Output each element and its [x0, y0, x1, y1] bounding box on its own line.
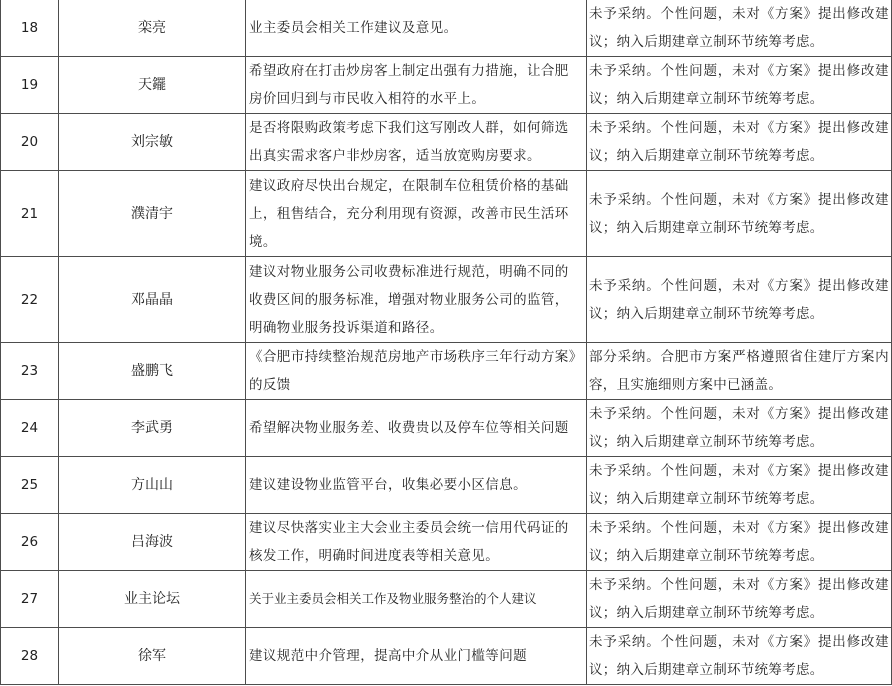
- submitter-name: 徐军: [59, 628, 246, 685]
- reply-cell: 未予采纳。个性问题，未对《方案》提出修改建议；纳入后期建章立制环节统筹考虑。: [587, 171, 892, 257]
- table-row: [1, 171, 892, 257]
- row-number: 21: [1, 171, 59, 257]
- row-number: 28: [1, 628, 59, 685]
- table-row: [1, 0, 892, 57]
- reply-cell: 未予采纳。个性问题，未对《方案》提出修改建议；纳入后期建章立制环节统筹考虑。: [587, 400, 892, 457]
- table-row: [1, 628, 892, 685]
- suggestion-cell: 《合肥市持续整治规范房地产市场秩序三年行动方案》的反馈: [246, 343, 587, 400]
- reply-cell: 未予采纳。个性问题，未对《方案》提出修改建议；纳入后期建章立制环节统筹考虑。: [587, 57, 892, 114]
- suggestion-cell: 关于业主委员会相关工作及物业服务整治的个人建议: [246, 571, 587, 628]
- reply-cell: 未予采纳。个性问题，未对《方案》提出修改建议；纳入后期建章立制环节统筹考虑。: [587, 628, 892, 685]
- reply-cell: 未予采纳。个性问题，未对《方案》提出修改建议；纳入后期建章立制环节统筹考虑。: [587, 114, 892, 171]
- suggestion-cell: 建议建设物业监管平台，收集必要小区信息。: [246, 457, 587, 514]
- row-number: 20: [1, 114, 59, 171]
- suggestion-cell: 希望解决物业服务差、收费贵以及停车位等相关问题: [246, 400, 587, 457]
- row-number: 27: [1, 571, 59, 628]
- submitter-name: 邓晶晶: [59, 257, 246, 343]
- reply-cell: 未予采纳。个性问题，未对《方案》提出修改建议；纳入后期建章立制环节统筹考虑。: [587, 0, 892, 57]
- reply-cell: 未予采纳。个性问题，未对《方案》提出修改建议；纳入后期建章立制环节统筹考虑。: [587, 457, 892, 514]
- row-number: 22: [1, 257, 59, 343]
- reply-cell: 未予采纳。个性问题，未对《方案》提出修改建议；纳入后期建章立制环节统筹考虑。: [587, 514, 892, 571]
- table-row: [1, 571, 892, 628]
- reply-cell: 未予采纳。个性问题，未对《方案》提出修改建议；纳入后期建章立制环节统筹考虑。: [587, 257, 892, 343]
- row-number: 18: [1, 0, 59, 57]
- submitter-name: 吕海波: [59, 514, 246, 571]
- submitter-name: 天䥯: [59, 57, 246, 114]
- table-row: [1, 257, 892, 343]
- table-row: [1, 343, 892, 400]
- submitter-name: 盛鹏飞: [59, 343, 246, 400]
- table-row: [1, 514, 892, 571]
- row-number: 26: [1, 514, 59, 571]
- submitter-name: 栾亮: [59, 0, 246, 57]
- row-number: 23: [1, 343, 59, 400]
- submitter-name: 刘宗敏: [59, 114, 246, 171]
- suggestion-cell: 建议政府尽快出台规定，在限制车位租赁价格的基础上，租售结合，充分利用现有资源，改善市民生活环境。: [246, 171, 587, 257]
- suggestion-cell: 建议规范中介管理，提高中介从业门槛等问题: [246, 628, 587, 685]
- suggestion-cell: 希望政府在打击炒房客上制定出强有力措施，让合肥房价回归到与市民收入相符的水平上。: [246, 57, 587, 114]
- table-row: [1, 114, 892, 171]
- suggestion-cell: 业主委员会相关工作建议及意见。: [246, 0, 587, 57]
- table-row: [1, 57, 892, 114]
- reply-cell: 未予采纳。个性问题，未对《方案》提出修改建议；纳入后期建章立制环节统筹考虑。: [587, 571, 892, 628]
- submitter-name: 方山山: [59, 457, 246, 514]
- submitter-name: 业主论坛: [59, 571, 246, 628]
- submitter-name: 濮清宇: [59, 171, 246, 257]
- table-row: [1, 457, 892, 514]
- suggestion-cell: 是否将限购政策考虑下我们这写刚改人群，如何筛选出真实需求客户非炒房客，适当放宽购房要求。: [246, 114, 587, 171]
- row-number: 24: [1, 400, 59, 457]
- submitter-name: 李武勇: [59, 400, 246, 457]
- reply-cell: 部分采纳。合肥市方案严格遵照省住建厅方案内容，且实施细则方案中已涵盖。: [587, 343, 892, 400]
- row-number: 19: [1, 57, 59, 114]
- table-row: [1, 400, 892, 457]
- suggestion-cell: 建议尽快落实业主大会业主委员会统一信用代码证的核发工作，明确时间进度表等相关意见。: [246, 514, 587, 571]
- suggestion-cell: 建议对物业服务公司收费标准进行规范，明确不同的收费区间的服务标准，增强对物业服务公司的监管，明确物业服务投诉渠道和路径。: [246, 257, 587, 343]
- row-number: 25: [1, 457, 59, 514]
